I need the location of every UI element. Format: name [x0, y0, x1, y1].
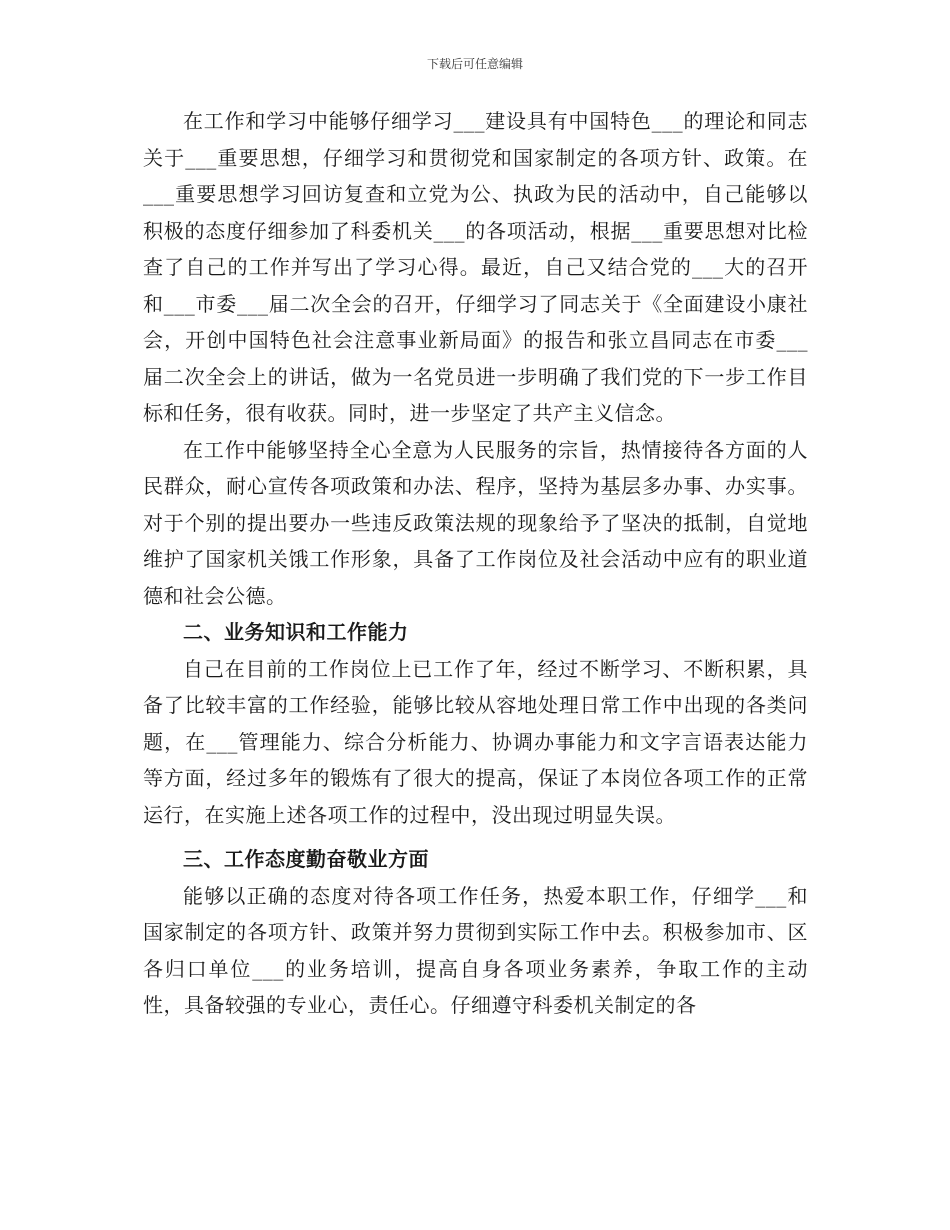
- paragraph-ability: 自己在目前的工作岗位上已工作了年，经过不断学习、不断积累，具备了比较丰富的工作经验，能够比较从容地处理日常工作中出现的各类问题，在___管理能力、综合分析能力、协调办事能力和文字言语表达能力等方面，经过多年的锻炼有了很大的提高，保证了本岗位各项工作的正常运行，在实施上述各项工作的过程中，没出现过明显失误。: [143, 656, 808, 827]
- heading-work-attitude: 三、工作态度勤奋敬业方面: [183, 847, 429, 871]
- paragraph-service: 在工作中能够坚持全心全意为人民服务的宗旨，热情接待各方面的人民群众，耐心宣传各项政策和办法、程序，坚持为基层多办事、办实事。对于个别的提出要办一些违反政策法规的现象给予了坚决的抵制，自觉地维护了国家机关饿工作形象，具备了工作岗位及社会活动中应有的职业道德和社会公德。: [143, 437, 808, 608]
- paragraph-study: 在工作和学习中能够仔细学习___建设具有中国特色___的理论和同志关于___重要思想，仔细学习和贯彻党和国家制定的各项方针、政策。在___重要思想学习回访复查和立党为公、执政为民的活动中，自己能够以积极的态度仔细参加了科委机关___的各项活动，根据___重要思想对比检查了自己的工作并写出了学习心得。最近，自己又结合党的___大的召开和___市委___届二次全会的召开，仔细学习了同志关于《全面建设小康社会，开创中国特色社会注意事业新局面》的报告和张立昌同志在市委___届二次全会上的讲话，做为一名党员进一步明确了我们党的下一步工作目标和任务，很有收获。同时，进一步坚定了共产主义信念。: [143, 109, 808, 425]
- section-gap: [143, 833, 808, 841]
- paragraph-attitude: 能够以正确的态度对待各项工作任务，热爱本职工作，仔细学___和国家制定的各项方针、政策并努力贯彻到实际工作中去。积极参加市、区各归口单位___的业务培训，提高自身各项业务素养，争取工作的主动性，具备较强的专业心，责任心。仔细遵守科委机关制定的各: [143, 883, 808, 1017]
- document-body: [143, 103, 808, 1024]
- page-header: 下载后可任意编辑: [426, 57, 523, 71]
- heading-business-knowledge: 二、业务知识和工作能力: [183, 620, 409, 644]
